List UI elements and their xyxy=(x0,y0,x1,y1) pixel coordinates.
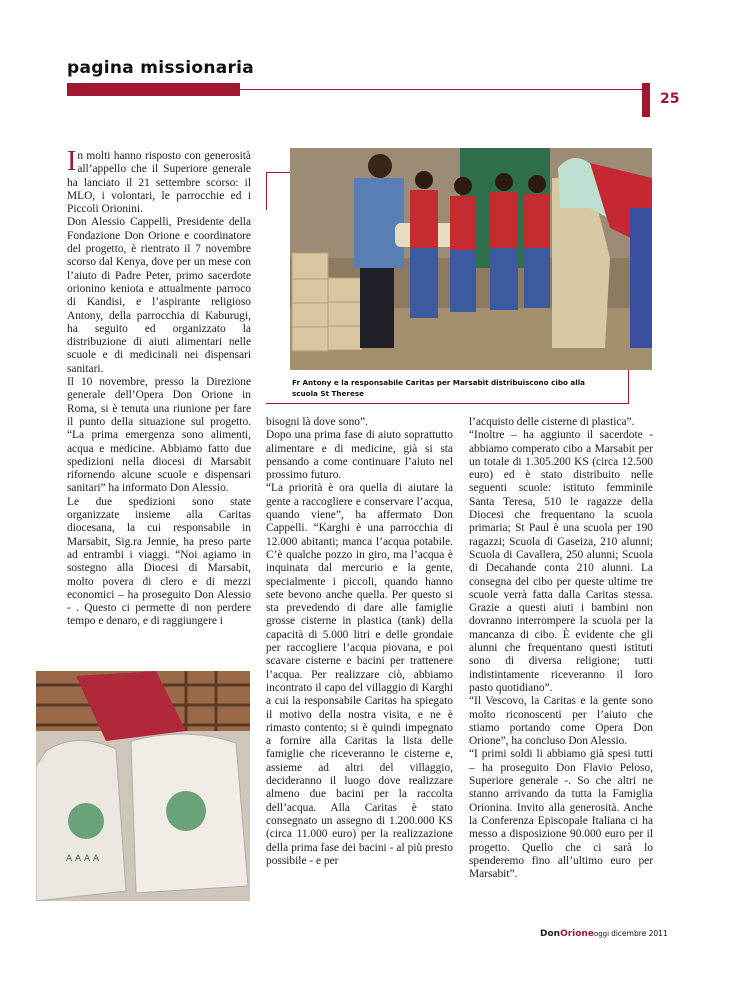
article-column-1 xyxy=(67,146,251,629)
photo-caption: Fr Antony e la responsabile Caritas per Marsabit distribuiscono cibo alla scuola St Therese xyxy=(292,378,586,398)
svg-text:A A A A: A A A A xyxy=(66,854,100,864)
paragraph xyxy=(67,146,251,216)
main-photo xyxy=(290,148,652,370)
header-rule-vertical xyxy=(642,83,650,117)
paragraph: “Il Vescovo, la Caritas e la gente sono molto riconoscenti per l’aiuto che stiamo portando come Opera Don Orione”, ha concluso Don Alessio. xyxy=(469,695,653,748)
paragraph: “Inoltre – ha aggiunto il sacerdote - abbiamo comperato cibo a Marsabit per un totale di 1.305.200 KS (circa 12.500 euro) ed è stato distribuito nelle seguenti scuole: istituto femminile Santa Teresa, 510 le ragazze della Diocesi che frequentano la scuola primaria; St Paul è una scuola per 190 ragazzi; Scuola di Gaseiza, 210 alunni; Scuola di Cavallera, 250 alunni; Scuola di Decahande conta 210 alunni. La consegna del cibo per queste ultime tre scuole verrà fatta dalla Caritas stessa. Grazie a questi aiuti i bambini non dovranno interrompere la scuola per la mancanza di cibo. È evidente che gli alunni che frequentano questi istituti sono di diversa religione; tutti indistintamente riceveranno il loro pasto quotidiano”. xyxy=(469,429,653,694)
paragraph: l’acquisto delle cisterne di plastica”. xyxy=(469,416,635,428)
brand-suffix: oggi xyxy=(593,930,610,938)
paragraph: Il 10 novembre, presso la Direzione generale dell’Opera Don Orione in Roma, si è tenuta una riunione per fare il punto della situazione sul progetto. “La prima emergenza sono alimenti, acqua e medicine. Abbiamo fatto due spedizioni nella diocesi di Marsabit rifornendo alcune scuole e dispensari sanitari” ha informato Don Alessio. xyxy=(67,376,251,495)
sacks-photo xyxy=(36,671,250,901)
caption-rule xyxy=(266,403,628,404)
issue-date: dicembre 2011 xyxy=(611,929,668,938)
header-accent-bar xyxy=(67,83,240,96)
article-column-3 xyxy=(469,416,653,881)
section-title: pagina missionaria xyxy=(67,58,255,78)
header-rule xyxy=(240,89,642,90)
footer-masthead xyxy=(540,929,668,939)
paragraph-text: n molti hanno risposto con generosità all’appello che il Superiore generale ha lanciato il 21 settembre scorso: il MLO, i volontari, le parrocchie ed i Piccoli Orionini. xyxy=(67,150,251,216)
paragraph: “La priorità è ora quella di aiutare la gente a raccogliere e conservare l’acqua, quando viene”, ha affermato Don Cappelli. “Karghi è una parrocchia di 12.000 abitanti; manca l’acqua potabile. C’è qualche pozzo in giro, ma l’acqua è inquinata dal mercurio e la gente, specialmente i piccoli, quando hanno sete bevono anche quella. Per questo si sta prevedendo di dare alle famiglie grosse cisterne in plastica (tank) della capacità di 5.000 litri e delle grondaie per raccogliere l’acqua piovana, e poi scavare cisterne e bacini per trattenere l’acqua. Per realizzare ciò, abbiamo incontrato il capo del villaggio di Karghi a cui la responsabile Caritas ha spiegato il motivo della nostra visita, e ne è rimasto contento; si è quindi impegnato a fornire alla Caritas la lista delle famiglie che riceveranno le cisterne e, assieme ad altri del villaggio, decideranno il luogo dove realizzare almeno due bacini per la raccolta dell’acqua. Alla Caritas è stato consegnato un assegno di 1.200.000 KS (circa 11.000 euro) per la realizzazione della prima fase dei bacini - al più presto possibile - e per xyxy=(266,482,453,867)
page-number: 25 xyxy=(660,91,680,107)
paragraph: Le due spedizioni sono state organizzate insieme alla Caritas diocesana, la cui responsabile in Marsabit, Sig.ra Jennie, ha preso parte ad entrambi i viaggi. “Noi agiamo in sostegno alla Diocesi di Marsabit, molto povera di clero e di mezzi economici – ha proseguito Don Alessio - . Questo ci permette di non perdere tempo e denaro, e di raggiungere i xyxy=(67,495,251,628)
paragraph: Don Alessio Cappelli, Presidente della Fondazione Don Orione e coordinatore del progetto, è rientrato il 7 novembre scorso dal Kenya, dove per un mese con l’aiuto di Padre Peter, primo sacerdote orionino keniota e attualmente parroco di Kandisi, e l’aspirante religioso Antony, della parrocchia di Kaburugi, ha seguito ed organizzato la distribuzione di aiuti alimentari nelle scuole e di medicinali nei dispensari sanitari. xyxy=(67,216,251,375)
photo-frame-line xyxy=(266,172,267,210)
drop-cap: I xyxy=(67,146,77,177)
caption-rule xyxy=(628,370,629,404)
brand-don: Don xyxy=(540,929,561,939)
brand-orione: Orione xyxy=(560,929,594,939)
photo-frame-line xyxy=(266,172,290,173)
article-column-2 xyxy=(266,416,453,868)
paragraph: bisogni là dove sono”. xyxy=(266,416,368,428)
paragraph: Dopo una prima fase di aiuto soprattutto alimentare e di medicine, già si sta pensando a come continuare l’aiuto nel prossimo futuro. xyxy=(266,429,453,482)
paragraph: “I primi soldi li abbiamo già spesi tutti – ha proseguito Don Flavio Peloso, Superiore generale -. So che altri ne stanno arrivando da tutta la Famiglia Orionina. Invito alla generosità. Anche la Conferenza Episcopale Italiana ci ha messo a disposizione 90.000 euro per il progetto. Quello che ci sarà lo spenderemo fino all’ultimo euro per Marsabit”. xyxy=(469,748,653,881)
